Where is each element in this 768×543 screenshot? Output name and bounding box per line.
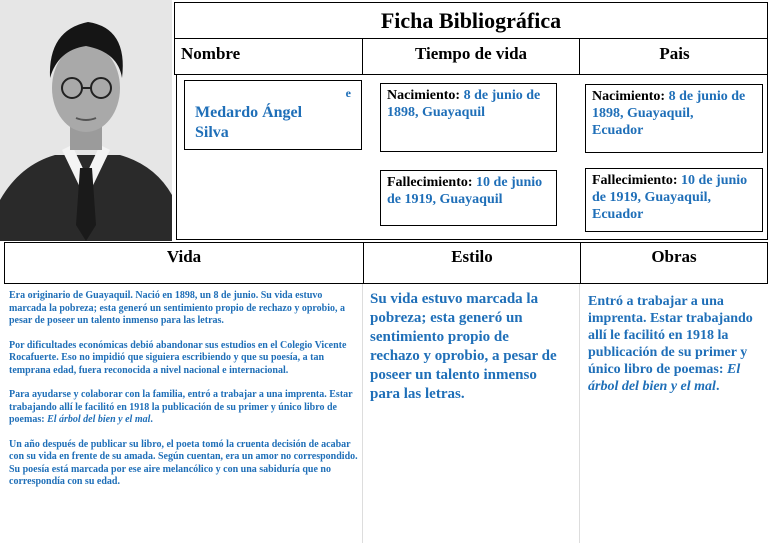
country-death-box <box>585 168 763 232</box>
birth-place: 1898, Guayaquil <box>387 105 486 120</box>
country-birth-place: 1898, Guayaquil, <box>592 106 694 121</box>
death-label: Fallecimiento: <box>387 175 473 190</box>
vida-text <box>9 290 359 501</box>
section-header-row <box>4 242 768 284</box>
vida-paragraph: Un año después de publicar su libro, el poeta tomó la cruenta decisión de acabar con su vida en frente de su amada. Según cuentan, era un amor no correspondido. Su poesía está marcada por ese aire melancólico y con una sabiduría que no correspondía con su edad. <box>9 438 358 487</box>
stray-letter: e <box>345 86 351 100</box>
country-death-label: Fallecimiento: <box>592 173 678 188</box>
lifetime-birth-box <box>380 83 557 152</box>
header-pais: Pais <box>659 44 690 63</box>
person-name <box>195 103 302 143</box>
obras-book-title: El árbol del bien y el mal <box>588 362 741 394</box>
obras-body: Entró a trabajar a una imprenta. Estar trabajando allí le facilitó en 1918 la publicación de su primer y único libro de poemas: <box>588 294 753 377</box>
name-line-1: Medardo Ángel <box>195 104 303 121</box>
birth-label: Nacimiento: <box>387 88 461 103</box>
header-row <box>174 38 768 75</box>
country-death-country: Ecuador <box>592 207 644 222</box>
name-box <box>184 80 362 150</box>
country-death-place: de 1919, Guayaquil, <box>592 190 712 205</box>
name-line-2: Silva <box>195 124 229 141</box>
death-place: de 1919, Guayaquil <box>387 192 503 207</box>
column-divider <box>579 284 580 543</box>
obras-text: Entró a trabajar a una imprenta. Estar trabajando allí le facilitó en 1918 la publicación de su primer y único libro de poemas: El árbol del bien y el mal. <box>588 294 753 394</box>
country-birth-country: Ecuador <box>592 123 644 138</box>
death-date: 10 de junio <box>476 175 543 190</box>
country-death-date: 10 de junio <box>681 173 748 188</box>
portrait-photo <box>0 0 172 241</box>
lifetime-death-box <box>380 170 557 226</box>
section-obras-header: Obras <box>651 247 697 266</box>
section-estilo-header: Estilo <box>451 247 493 266</box>
country-birth-date: 8 de junio de <box>668 89 746 104</box>
column-divider <box>362 284 363 543</box>
section-vida-header: Vida <box>166 247 202 266</box>
vida-paragraph: Por dificultades económicas debió abandonar sus estudios en el Colegio Vicente Rocafuerte. Eso no impidió que siguiera escribiendo y que su poesía, a tan temprana edad, fuera reconocida a nivel nacional e internacional. <box>9 339 347 376</box>
birth-date: 8 de junio de <box>463 88 541 103</box>
vida-book-title: El árbol del bien y el mal <box>47 414 151 425</box>
header-nombre: Nombre <box>181 44 241 63</box>
country-birth-label: Nacimiento: <box>592 89 666 104</box>
country-birth-box <box>585 84 763 153</box>
header-tiempo: Tiempo de vida <box>414 44 528 63</box>
estilo-text: Su vida estuvo marcada la pobreza; esta generó un sentimiento propio de rechazo y oprobio, a pesar de poseer un talento inmenso para las letras. <box>370 291 557 402</box>
vida-paragraph: Para ayudarse y colaborar con la familia, entró a trabajar a una imprenta. Estar trabajando allí le facilitó en 1918 la publicación de su primer y único libro de poemas: El árbol del bien y el mal. <box>9 389 353 425</box>
page-title: Ficha Bibliográfica <box>174 2 768 39</box>
vida-paragraph: Era originario de Guayaquil. Nació en 1898, un 8 de junio. Su vida estuvo marcada la pobreza; esta generó un sentimiento propio de rechazo y oprobio, a pesar de poseer un talento inmenso para las letras. <box>9 290 346 326</box>
